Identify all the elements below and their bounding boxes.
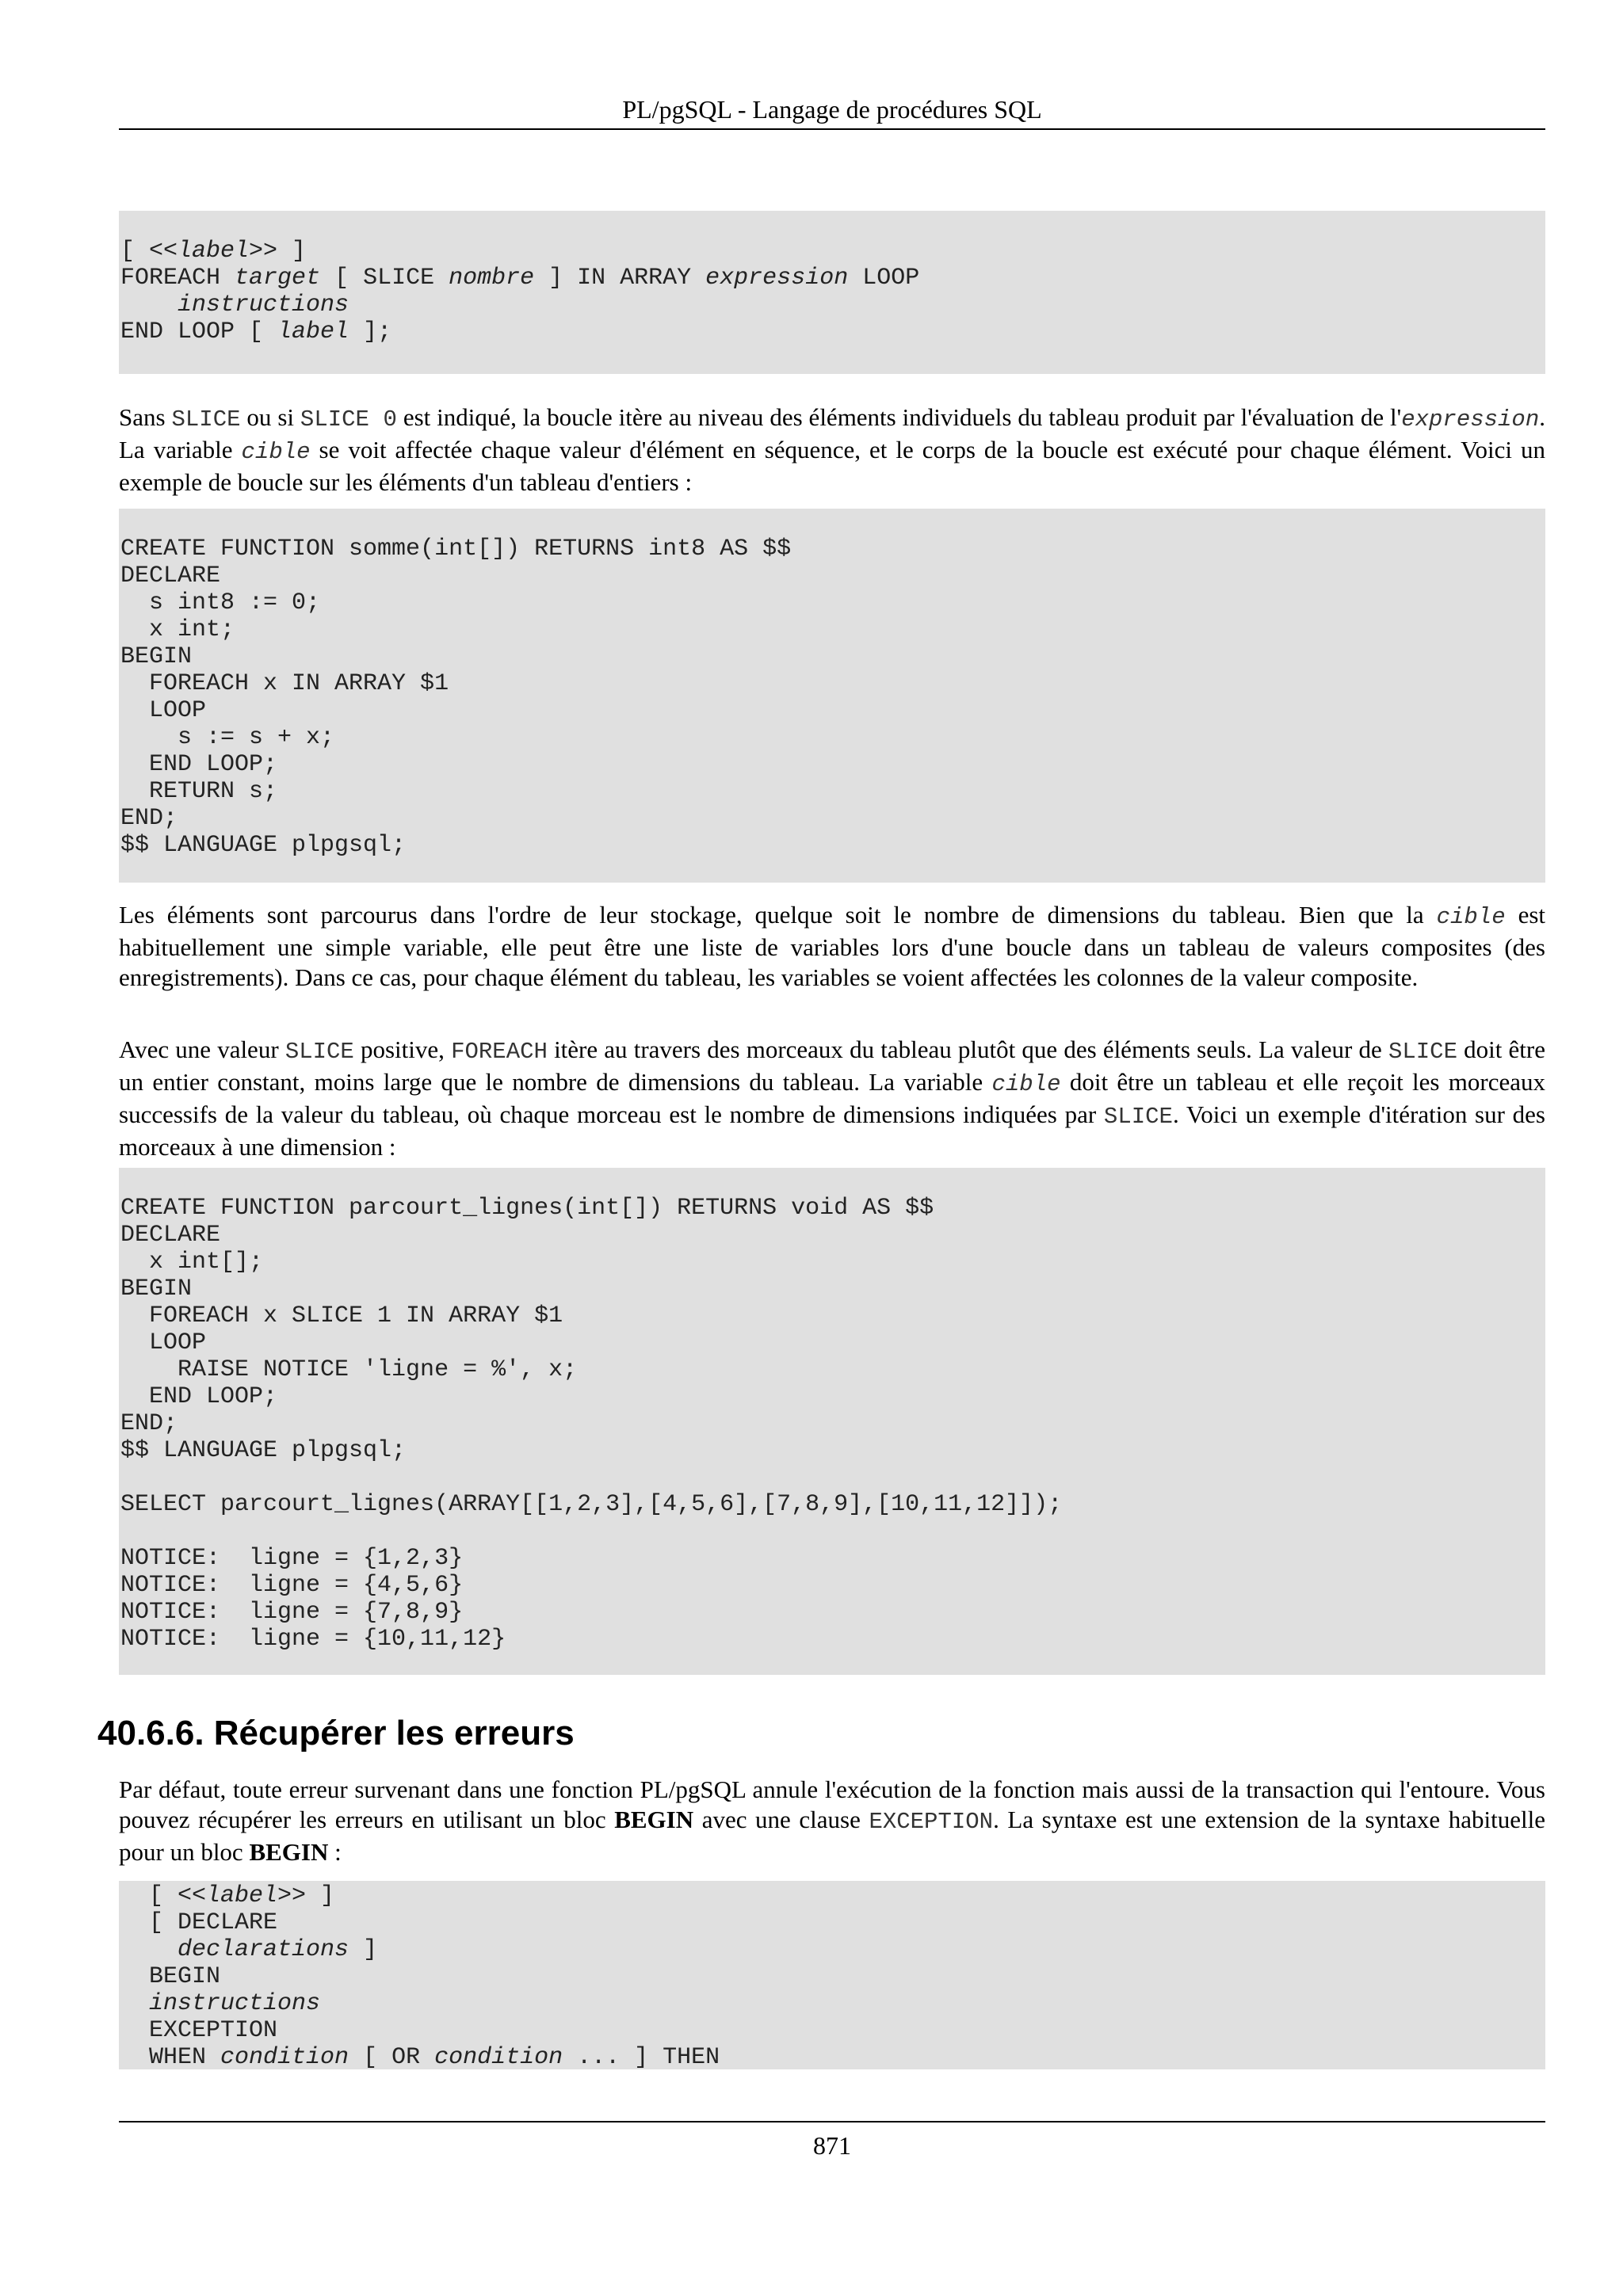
code-block-exception-syntax bbox=[119, 1881, 1545, 2069]
paragraph-slice: Avec une valeur SLICE positive, FOREACH itère au travers des morceaux du tableau plutôt que des éléments seuls. La valeur de SLICE doit être un entier constant, moins large que le nombre de dimensions du tableau. La variable cible doit être un tableau et elle reçoit les morceaux successifs de la valeur du tableau, où chaque morceau est le nombre de dimensions indiquées par SLICE. Voici un exemple d'itération sur des morceaux à une dimension : bbox=[119, 1035, 1545, 1161]
page-number: 871 bbox=[813, 2131, 851, 2160]
code-block-foreach-syntax bbox=[119, 211, 1545, 374]
code-exception-syntax: [ <<label>> ] [ DECLARE declarations ] BEGIN instructions EXCEPTION WHEN condition [ OR condition ... ] THEN bbox=[119, 1881, 1545, 2069]
paragraph-errors: Par défaut, toute erreur survenant dans une fonction PL/pgSQL annule l'exécution de la fonction mais aussi de la transaction qui l'entoure. Vous pouvez récupérer les erreurs en utilisant un bloc BEGIN avec une clause EXCEPTION. La syntaxe est une extension de la syntaxe habituelle pour un bloc BEGIN : bbox=[119, 1775, 1546, 1866]
footer-rule bbox=[119, 2121, 1545, 2122]
code-somme: CREATE FUNCTION somme(int[]) RETURNS int8 AS $$ DECLARE s int8 := 0; x int; BEGIN FOREACH x IN ARRAY $1 LOOP s := s + x; END LOOP; RETURN s; END; $$ LANGUAGE plpgsql; bbox=[119, 509, 1545, 883]
code-block-somme bbox=[119, 509, 1545, 883]
header-rule bbox=[119, 128, 1545, 130]
code-parcourt-lignes: CREATE FUNCTION parcourt_lignes(int[]) RETURNS void AS $$ DECLARE x int[]; BEGIN FOREACH x SLICE 1 IN ARRAY $1 LOOP RAISE NOTICE 'ligne = %', x; END LOOP; END; $$ LANGUAGE plpgsql; SELECT parcourt_lignes(ARRAY[[1,2,3],[4,5,6],[7,8,9],[10,11,12]]); NOTICE: ligne = {1,2,3} NOTICE: ligne = {4,5,6} NOTICE: ligne = {7,8,9} NOTICE: ligne = {10,11,12} bbox=[119, 1168, 1545, 1675]
running-header: PL/pgSQL - Langage de procédures SQL bbox=[622, 95, 1042, 124]
paragraph-order: Les éléments sont parcourus dans l'ordre de leur stockage, quelque soit le nombre de dimensions du tableau. Bien que la cible est habituellement une simple variable, elle peut être une liste de variables lors d'une boucle dans un tableau de valeurs composites (des enregistrements). Dans ce cas, pour chaque élément du tableau, les variables se voient affectées les colonnes de la valeur composite. bbox=[119, 901, 1546, 991]
section-title: 40.6.6. Récupérer les erreurs bbox=[97, 1714, 575, 1753]
code-block-parcourt bbox=[119, 1168, 1545, 1675]
paragraph-foreach-elements: Sans SLICE ou si SLICE 0 est indiqué, la boucle itère au niveau des éléments individuels du tableau produit par l'évaluation de l'expression. La variable cible se voit affectée chaque valeur d'élément en séquence, et le corps de la boucle est exécuté pour chaque élément. Voici un exemple de boucle sur les éléments d'un tableau d'entiers : bbox=[119, 403, 1545, 496]
code-foreach-syntax: [ <<label>> ] FOREACH target [ SLICE nombre ] IN ARRAY expression LOOP instructions END LOOP [ label ]; bbox=[119, 211, 1545, 374]
